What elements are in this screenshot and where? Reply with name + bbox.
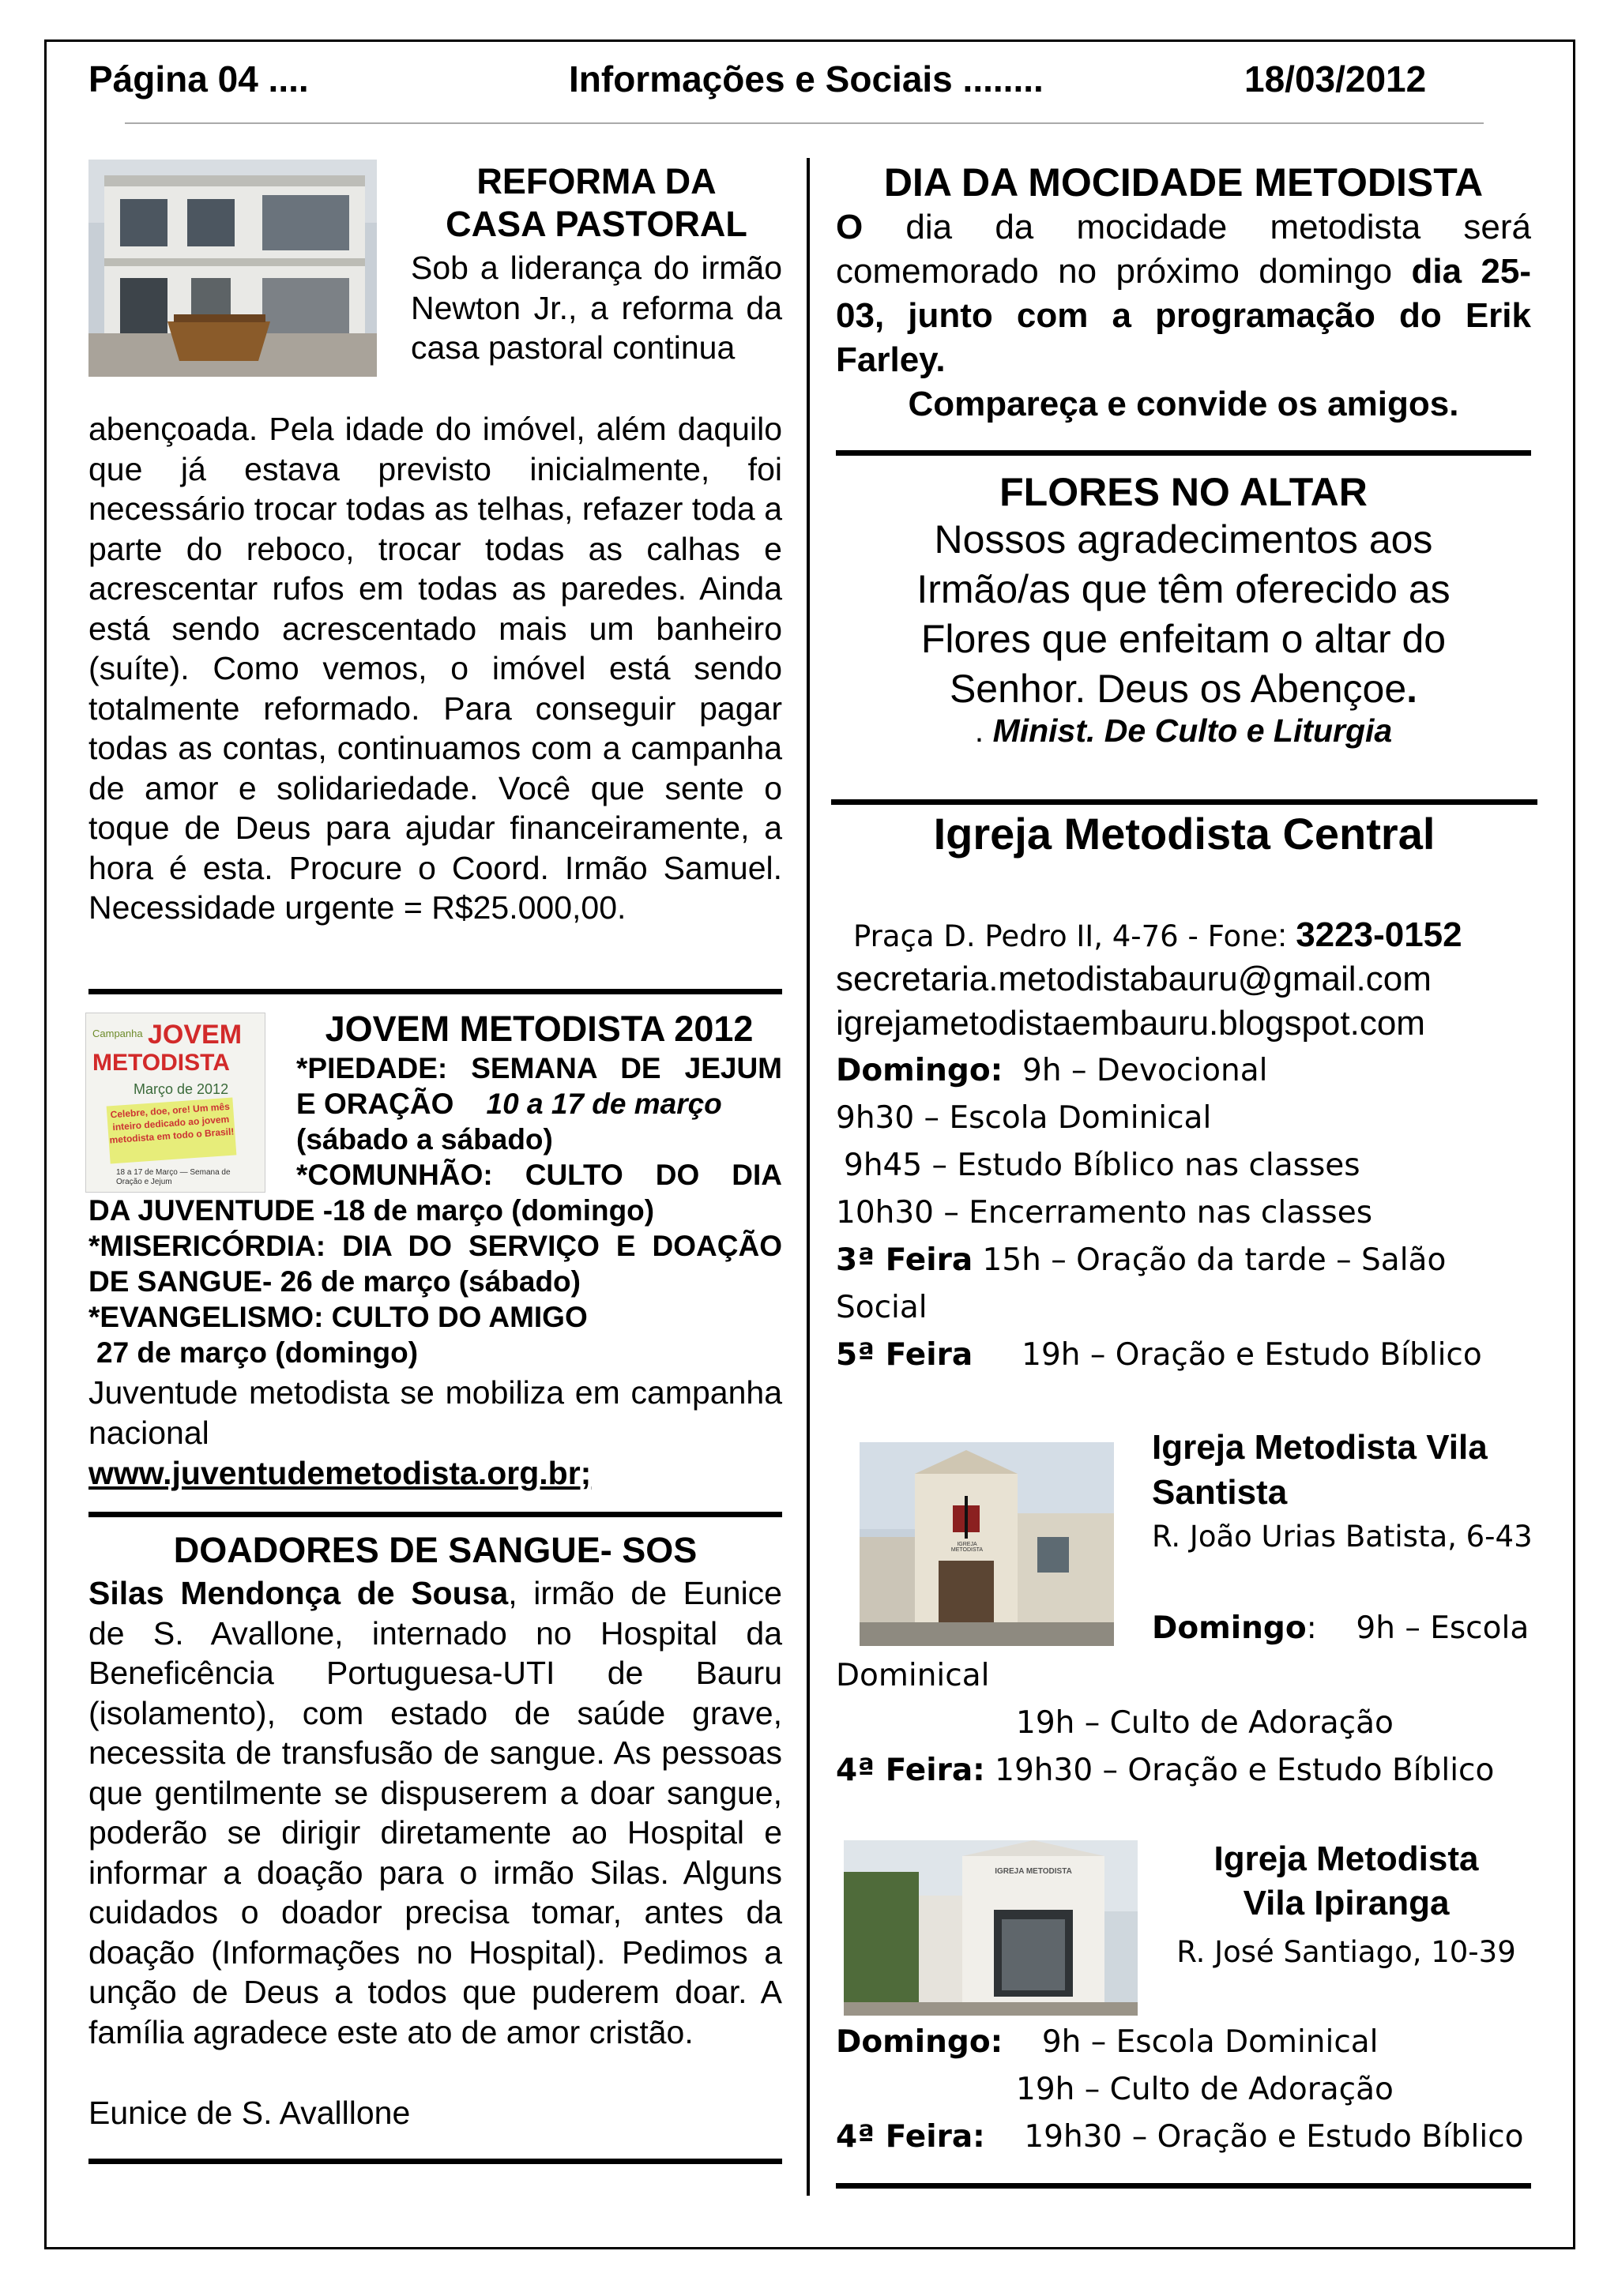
central-email[interactable]: secretaria.metodistabauru@gmail.com <box>836 960 1432 998</box>
poster-footer: 18 a 17 de Março — Semana de Oração e Jejum <box>116 1168 231 1186</box>
mocidade-invite: Compareça e convide os amigos. <box>908 385 1459 423</box>
poster-title-2: METODISTA <box>92 1050 230 1076</box>
mocidade-title: DIA DA MOCIDADE METODISTA <box>883 160 1484 205</box>
divider <box>88 1512 782 1517</box>
flores-line3: Flores que enfeitam o altar do <box>920 617 1447 661</box>
santista-dom-colon: : <box>1306 1610 1317 1646</box>
santista-domingo <box>1152 1605 1531 1652</box>
jovem-link-wrap <box>88 1453 591 1494</box>
santista-title-2: Santista <box>1152 1473 1288 1512</box>
doadores-title: DOADORES DE SANGUE- SOS <box>173 1530 698 1570</box>
doadores-text <box>88 1573 782 2052</box>
doadores-body: , irmão de Eunice de S. Avallone, internado no Hospital da Beneficência Portuguesa-UTI de Bauru (isolamento), com estado de saúde grave, necessita de transfusão de sangue. As pessoas que gentilmente se dispuserem a doar sangue, poderão se dirigir diretamente ao Hospital e informar a doação para o irmão Silas. Alguns cuidados o doador precisa tomar, antes da doação (Informações no Hospital). Pedimos a unção de Deus a todos que puderem doar. A família agradece este ato de amor cristão. <box>88 1575 782 2050</box>
jovem-line6: *MISERICÓRDIA: DIA DO SERVIÇO E DOAÇÃO DE SANGUE- 26 de março (sábado) <box>88 1230 782 1298</box>
central-s6 <box>836 1332 1531 1379</box>
reforma-title-line1: REFORMA DA <box>476 161 717 201</box>
central-phone: 3223-0152 <box>1296 915 1462 954</box>
jovem-line4: *COMUNHÃO: CULTO DO DIA <box>296 1159 782 1191</box>
ipiranga-quarta <box>836 2114 1531 2161</box>
jovem-line8: 27 de março (domingo) <box>96 1336 419 1369</box>
central-contacts <box>836 957 1531 1046</box>
section-title: Informações e Sociais ........ <box>569 58 1044 100</box>
poster-title-1: JOVEM <box>148 1020 243 1050</box>
mocidade-bold: dia 25-03, junto com a programação do Erik Farley. <box>836 252 1531 379</box>
central-s2: 9h30 – Escola Dominical <box>836 1100 1212 1136</box>
doadores-signature: Eunice de S. Avalllone <box>88 2095 411 2131</box>
ipiranga-church-photo <box>844 1840 1138 2016</box>
ipiranga-q-text: 19h30 – Oração e Estudo Bíblico <box>1024 2119 1524 2155</box>
central-s5 <box>836 1237 1531 1284</box>
santista-dom-text: 9h – Escola <box>1356 1610 1530 1646</box>
poster-campaign: Campanha <box>92 1028 143 1039</box>
central-s5-label: 3ª Feira <box>836 1242 973 1278</box>
poster-text: Celebre, doe, ore! Um mês inteiro dedicado ao jovem metodista em todo o Brasil! <box>107 1098 237 1164</box>
issue-date: 18/03/2012 <box>1244 58 1427 100</box>
central-s1-text: 9h – Devocional <box>1022 1053 1268 1088</box>
central-s4: 10h30 – Encerramento nas classes <box>836 1195 1373 1231</box>
ipiranga-dom-text: 9h – Escola Dominical <box>1041 2024 1379 2060</box>
header-divider <box>125 122 1484 124</box>
flores-line1: Nossos agradecimentos aos <box>934 517 1433 562</box>
divider <box>88 2159 782 2164</box>
central-s6-text: 19h – Oração e Estudo Bíblico <box>1022 1337 1482 1373</box>
central-s6-label: 5ª Feira <box>836 1337 973 1373</box>
mocidade-body: dia da mocidade metodista será comemorado no próximo domingo <box>836 208 1531 291</box>
santista-address: R. João Urias Batista, 6-43 <box>1152 1520 1533 1554</box>
ipiranga-schedule <box>836 2019 1531 2161</box>
ipiranga-address: R. José Santiago, 10-39 <box>1176 1935 1516 1969</box>
flores-text <box>836 515 1531 714</box>
reforma-title-line2: CASA PASTORAL <box>446 204 747 244</box>
jovem-line2a: E ORAÇÃO <box>296 1088 454 1120</box>
poster-date: Março de 2012 <box>134 1081 229 1097</box>
mocidade-text <box>836 205 1531 382</box>
flores-title: FLORES NO ALTAR <box>999 470 1368 514</box>
flores-sig: Minist. De Culto e Liturgia <box>992 712 1393 749</box>
central-address-line <box>853 913 1548 959</box>
santista-culto: 19h – Culto de Adoração <box>1016 1705 1394 1741</box>
divider <box>836 450 1531 456</box>
ipiranga-domingo <box>836 2019 1531 2066</box>
reforma-title <box>411 160 782 246</box>
divider <box>831 799 1537 805</box>
santista-title <box>1152 1425 1531 1515</box>
flores-sig-dot: . <box>974 712 984 749</box>
santista-q-text: 19h30 – Oração e Estudo Bíblico <box>995 1753 1495 1788</box>
ipiranga-sign: IGREJA METODISTA <box>995 1867 1072 1876</box>
flores-line4b: . <box>1406 667 1418 711</box>
flores-line2: Irmão/as que têm oferecido as <box>916 567 1451 611</box>
central-schedule <box>836 1047 1531 1379</box>
flores-signature <box>836 711 1531 750</box>
central-s5-text: 15h – Oração da tarde – Salão <box>982 1242 1447 1278</box>
ipiranga-title <box>1161 1837 1531 1926</box>
mocidade-lead: O <box>836 208 864 246</box>
santista-church-photo <box>860 1442 1114 1646</box>
donor-name: Silas Mendonça de Sousa <box>88 1575 509 1611</box>
santista-dom-cont: Dominical <box>836 1658 990 1693</box>
santista-q-label: 4ª Feira: <box>836 1753 985 1788</box>
jovem-line2 <box>296 1086 782 1122</box>
santista-title-1: Igreja Metodista Vila <box>1152 1428 1488 1467</box>
central-colon: : <box>1277 917 1287 953</box>
ipiranga-dom-label: Domingo: <box>836 2024 1003 2060</box>
ipiranga-culto: 19h – Culto de Adoração <box>1016 2072 1394 2107</box>
flores-line4a: Senhor. Deus os Abençoe <box>949 667 1407 711</box>
reforma-text-beside: Sob a liderança do irmão Newton Jr., a reforma da casa pastoral continua <box>411 250 782 366</box>
jovem-link[interactable]: www.juventudemetodista.org.br; <box>88 1455 592 1491</box>
divider <box>836 2183 1531 2189</box>
santista-schedule <box>836 1652 1531 1794</box>
central-s3: 9h45 – Estudo Bíblico nas classes <box>844 1148 1360 1183</box>
jovem-schedule <box>296 1050 782 1193</box>
jovem-schedule-cont <box>88 1193 782 1370</box>
ipiranga-q-label: 4ª Feira: <box>836 2119 985 2155</box>
flores-line4 <box>836 664 1531 714</box>
ipiranga-title-1: Igreja Metodista <box>1214 1839 1479 1878</box>
jovem-line7: *EVANGELISMO: CULTO DO AMIGO <box>88 1301 588 1333</box>
jovem-line2b: 10 a 17 de março <box>486 1088 722 1120</box>
central-blog[interactable]: igrejametodistaembauru.blogspot.com <box>836 1004 1425 1043</box>
column-divider <box>807 158 810 2196</box>
house-photo <box>88 160 377 377</box>
central-s5-cont: Social <box>836 1290 928 1325</box>
central-address: Praça D. Pedro II, 4-76 - Fone <box>853 919 1278 953</box>
central-title: Igreja Metodista Central <box>933 809 1436 859</box>
divider <box>88 989 782 994</box>
central-s1-label: Domingo: <box>836 1053 1003 1088</box>
jovem-line5: DA JUVENTUDE -18 de março (domingo) <box>88 1194 655 1227</box>
jovem-text: Juventude metodista se mobiliza em campanha nacional <box>88 1374 782 1451</box>
page-number: Página 04 .... <box>88 58 309 100</box>
jovem-line1: *PIEDADE: SEMANA DE JEJUM <box>296 1052 782 1084</box>
jovem-title: JOVEM METODISTA 2012 <box>325 1009 754 1049</box>
santista-sign: IGREJA METODISTA <box>950 1542 984 1553</box>
central-s1 <box>836 1047 1531 1095</box>
reforma-text: abençoada. Pela idade do imóvel, além daquilo que já estava previsto inicialmente, foi necessário trocar todas as telhas, refazer toda a parte do reboco, trocar todas as calhas e acrescentar rufos em todas as paredes. Ainda está sendo acrescentado mais um banheiro (suíte). Como vemos, o imóvel está sendo totalmente reformado. Para conseguir pagar todas as contas, continuamos com a campanha de amor e solidariedade. Você que sente o toque de Deus para ajudar financeiramente, a hora é esta. Procure o Coord. Irmão Samuel. Necessidade urgente = R$25.000,00. <box>88 411 782 926</box>
santista-dom-label: Domingo <box>1152 1610 1307 1646</box>
jovem-line3: (sábado a sábado) <box>296 1123 553 1156</box>
santista-quarta <box>836 1747 1531 1794</box>
jovem-poster <box>85 1013 265 1193</box>
ipiranga-title-2: Vila Ipiranga <box>1243 1884 1450 1922</box>
